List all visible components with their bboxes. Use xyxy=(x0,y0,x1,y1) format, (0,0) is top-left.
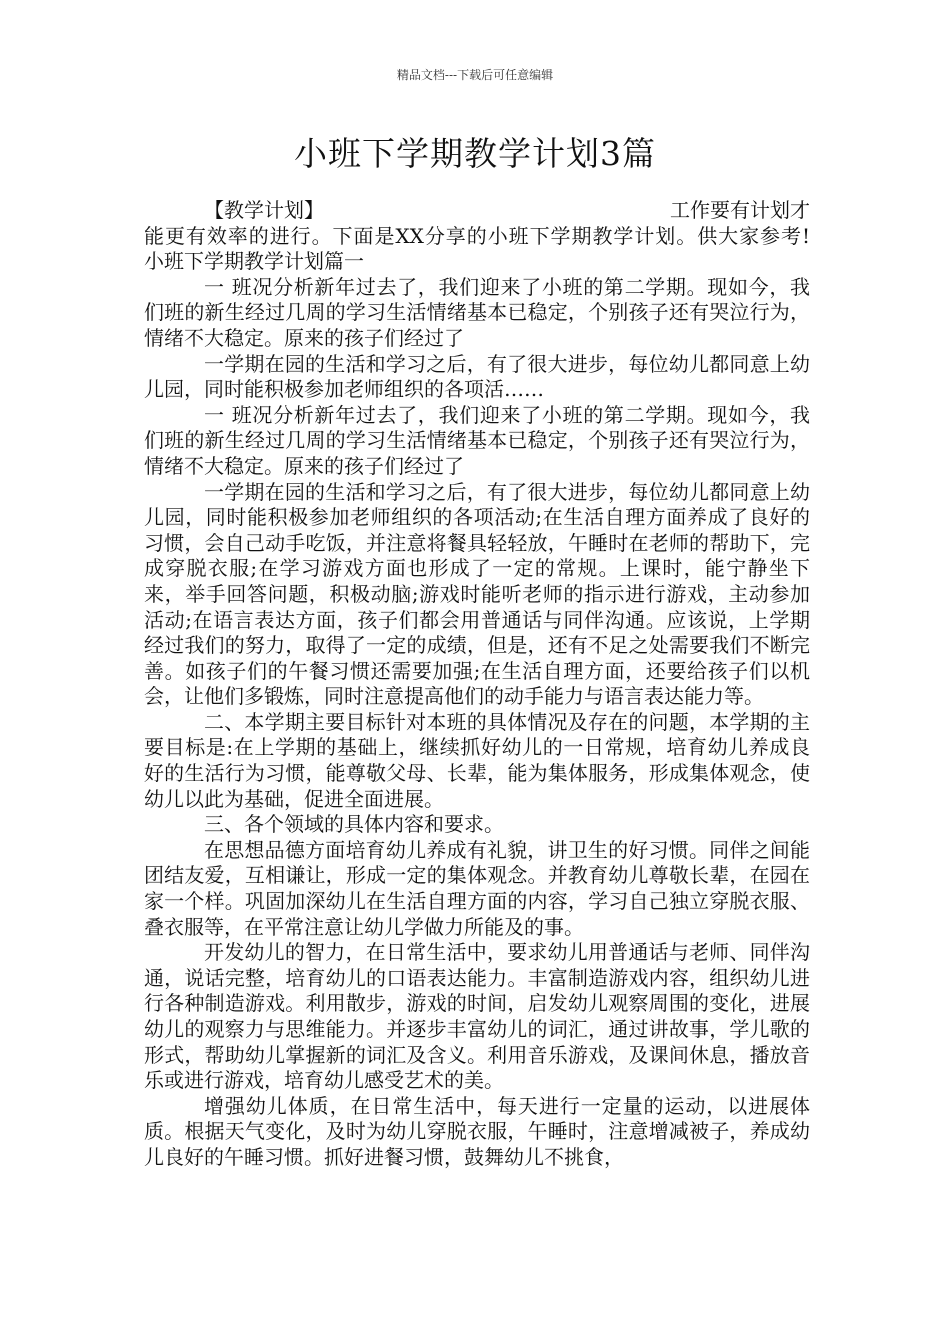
paragraph-5: 二、本学期主要目标针对本班的具体情况及存在的问题，本学期的主要目标是:在上学期的基础上，继续抓好幼儿的一日常规，培育幼儿养成良好的生活行为习惯，能尊敬父母、长辈，能为集体服务，形成集体观念，使幼儿以此为基础，促进全面进展。 xyxy=(144,709,810,811)
intro-right-text: 工作要有计划才 xyxy=(670,198,810,222)
intro-paragraph: 能更有效率的进行。下面是XX分享的小班下学期教学计划。供大家参考! 小班下学期教学计划篇一 xyxy=(144,223,850,274)
paragraph-6: 三、各个领域的具体内容和要求。 xyxy=(204,812,504,837)
paragraph-3: 一 班况分析新年过去了，我们迎来了小班的第二学期。现如今，我们班的新生经过几周的学习生活情绪基本已稳定，个别孩子还有哭泣行为，情绪不大稳定。原来的孩子们经过了 xyxy=(144,402,810,478)
page-header-note: 精品文档---下载后可任意编辑 xyxy=(396,68,554,82)
document-body xyxy=(144,198,850,1171)
intro-tag: 【教学计划】 xyxy=(204,198,324,222)
intro-line xyxy=(144,198,810,224)
document-title: 小班下学期教学计划3篇 xyxy=(294,134,656,173)
paragraph-9: 增强幼儿体质，在日常生活中，每天进行一定量的运动，以进展体质。根据天气变化，及时为幼儿穿脱衣服，午睡时，注意增减被子，养成幼儿良好的午睡习惯。抓好进餐习惯，鼓舞幼儿不挑食， xyxy=(144,1093,810,1169)
paragraph-1: 一 班况分析新年过去了，我们迎来了小班的第二学期。现如今，我们班的新生经过几周的学习生活情绪基本已稳定，个别孩子还有哭泣行为，情绪不大稳定。原来的孩子们经过了 xyxy=(144,274,810,350)
paragraph-8: 开发幼儿的智力，在日常生活中，要求幼儿用普通话与老师、同伴沟通，说话完整，培育幼儿的口语表达能力。丰富制造游戏内容，组织幼儿进行各种制造游戏。利用散步，游戏的时间，启发幼儿观察周围的变化，进展幼儿的观察力与思维能力。并逐步丰富幼儿的词汇，通过讲故事，学儿歌的形式，帮助幼儿掌握新的词汇及含义。利用音乐游戏，及课间休息，播放音乐或进行游戏，培育幼儿感受艺术的美。 xyxy=(144,940,810,1093)
paragraph-2: 一学期在园的生活和学习之后，有了很大进步，每位幼儿都同意上幼儿园，同时能积极参加老师组织的各项活…… xyxy=(144,351,810,402)
paragraph-4: 一学期在园的生活和学习之后，有了很大进步，每位幼儿都同意上幼儿园，同时能积极参加老师组织的各项活动;在生活自理方面养成了良好的习惯，会自己动手吃饭，并注意将餐具轻轻放，午睡时在老师的帮助下，完成穿脱衣服;在学习游戏方面也形成了一定的常规。上课时，能宁静坐下来，举手回答问题，积极动脑;游戏时能听老师的指示进行游戏，主动参加活动;在语言表达方面，孩子们都会用普通话与同伴沟通。应该说，上学期经过我们的努力，取得了一定的成绩，但是，还有不足之处需要我们不断完善。如孩子们的午餐习惯还需要加强;在生活自理方面，还要给孩子们以机会，让他们多锻炼，同时注意提高他们的动手能力与语言表达能力等。 xyxy=(144,479,810,709)
paragraph-7: 在思想品德方面培育幼儿养成有礼貌，讲卫生的好习惯。同伴之间能团结友爱，互相谦让，形成一定的集体观念。并教育幼儿尊敬长辈，在园在家一个样。巩固加深幼儿在生活自理方面的内容，学习自己独立穿脱衣服、叠衣服等，在平常注意让幼儿学做力所能及的事。 xyxy=(144,837,810,939)
